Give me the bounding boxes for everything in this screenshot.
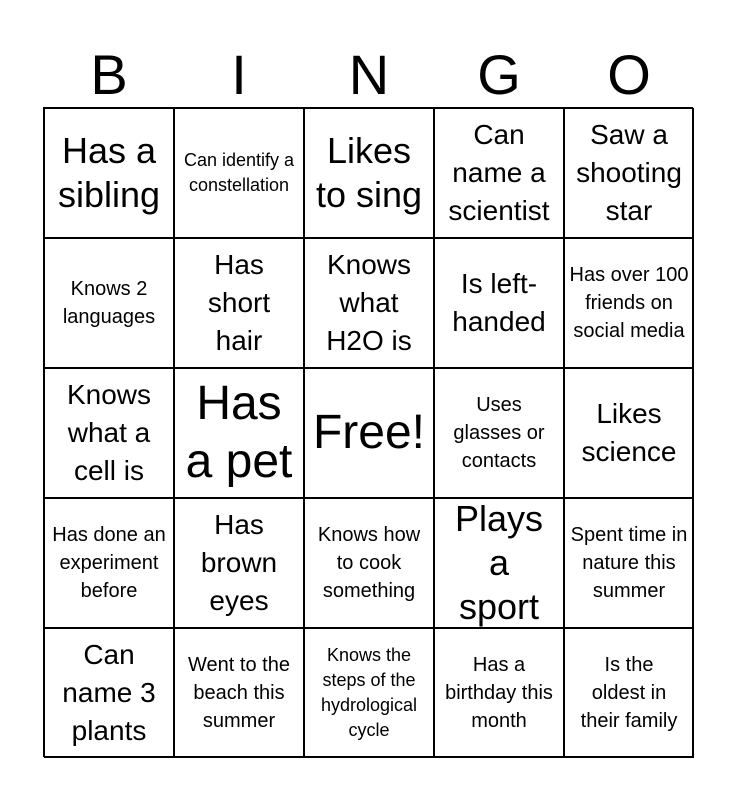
bingo-cell[interactable] xyxy=(434,498,564,628)
bingo-cell[interactable] xyxy=(174,238,304,368)
bingo-cell[interactable] xyxy=(434,628,564,758)
cell-text: Spent time in nature this summer xyxy=(570,524,688,602)
bingo-cell[interactable] xyxy=(44,498,174,628)
bingo-cell[interactable] xyxy=(434,368,564,498)
cell-text: Knows what a cell is xyxy=(66,379,152,486)
cell-text: Knows how to cook something xyxy=(317,524,421,602)
bingo-cell[interactable] xyxy=(44,238,174,368)
cell-text: Went to the beach this summer xyxy=(188,654,290,732)
bingo-cell[interactable] xyxy=(304,628,434,758)
cell-text: Has over 100 friends on social media xyxy=(569,264,689,342)
cell-text: Has short hair xyxy=(207,249,271,356)
cell-text: Knows what H2O is xyxy=(326,249,412,356)
cell-text: Has a birthday this month xyxy=(445,654,553,732)
cell-text: Plays a sport xyxy=(454,498,544,627)
cell-text: Uses glasses or contacts xyxy=(453,394,545,472)
header-letter-b: B xyxy=(90,43,128,106)
header-letter-n: N xyxy=(348,43,390,106)
bingo-cell[interactable] xyxy=(564,238,694,368)
cell-text: Likes science xyxy=(581,398,677,467)
bingo-cell[interactable] xyxy=(304,238,434,368)
cell-text: Knows the steps of the hydrological cycle xyxy=(320,645,418,740)
cell-text: Saw a shooting star xyxy=(576,119,682,226)
cell-text: Has brown eyes xyxy=(200,509,278,616)
bingo-cell[interactable] xyxy=(304,108,434,238)
free-space-cell[interactable] xyxy=(304,368,434,498)
bingo-cell[interactable] xyxy=(174,368,304,498)
bingo-cell[interactable] xyxy=(44,628,174,758)
bingo-cell[interactable] xyxy=(434,238,564,368)
cell-text: Knows 2 languages xyxy=(62,278,156,328)
bingo-card xyxy=(43,107,693,757)
free-space-text: Free! xyxy=(312,406,426,459)
bingo-cell[interactable] xyxy=(564,628,694,758)
bingo-cell[interactable] xyxy=(304,498,434,628)
cell-text: Has a pet xyxy=(185,377,293,488)
bingo-cell[interactable] xyxy=(434,108,564,238)
bingo-cell[interactable] xyxy=(44,368,174,498)
cell-text: Is the oldest in their family xyxy=(580,654,678,732)
bingo-header xyxy=(44,40,694,110)
cell-text: Can identify a constellation xyxy=(183,150,295,195)
bingo-cell[interactable] xyxy=(44,108,174,238)
cell-text: Has a sibling xyxy=(57,130,161,215)
cell-text: Has done an experiment before xyxy=(52,524,166,602)
cell-text: Can name a scientist xyxy=(448,119,550,226)
header-letter-g: G xyxy=(477,43,521,106)
bingo-cell[interactable] xyxy=(564,368,694,498)
bingo-cell[interactable] xyxy=(174,498,304,628)
cell-text: Is left-handed xyxy=(452,268,546,337)
bingo-cell[interactable] xyxy=(174,108,304,238)
bingo-cell[interactable] xyxy=(564,108,694,238)
cell-text: Likes to sing xyxy=(315,130,423,215)
header-letter-o: O xyxy=(607,43,651,106)
bingo-cell[interactable] xyxy=(564,498,694,628)
bingo-cell[interactable] xyxy=(174,628,304,758)
header-letter-i: I xyxy=(231,43,247,106)
cell-text: Can name 3 plants xyxy=(62,639,156,746)
